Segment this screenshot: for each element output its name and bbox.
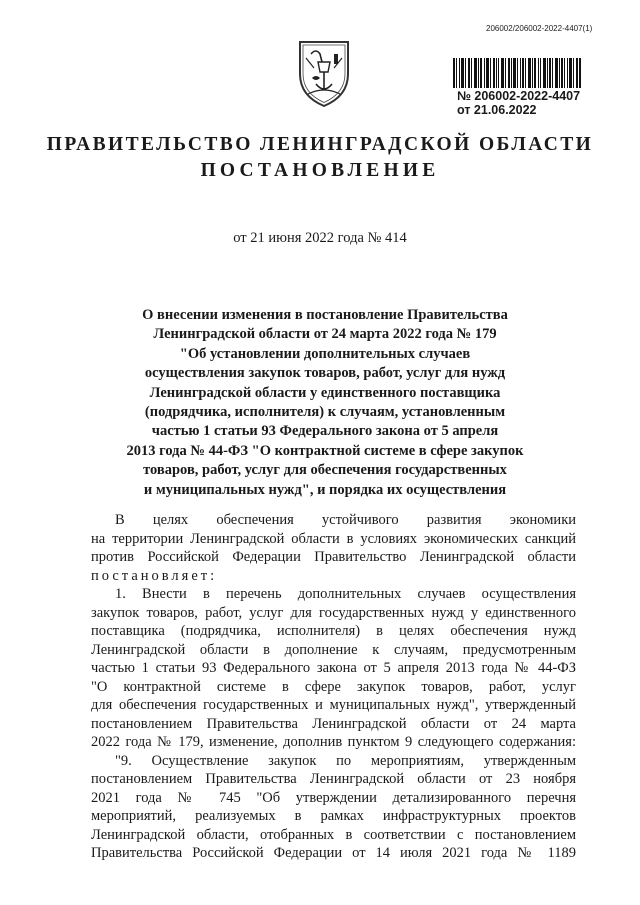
body-line: мероприятий, реализуемых в рамках инфраструктурных проектов bbox=[91, 808, 576, 824]
body-line: постановлением Правительства Ленинградской области от 23 ноября bbox=[91, 771, 576, 787]
government-title: ПРАВИТЕЛЬСТВО ЛЕНИНГРАДСКОЙ ОБЛАСТИ bbox=[46, 134, 594, 155]
registration-date: от 21.06.2022 bbox=[457, 103, 537, 117]
coat-of-arms-icon bbox=[294, 34, 354, 110]
body-line: Правительства Российской Федерации от 14 июля 2021 года № 1189 bbox=[91, 845, 576, 861]
subject-line: (подрядчика, исполнителя) к случаям, установленным bbox=[144, 404, 506, 421]
body-line: против Российской Федерации Правительство Ленинградской области bbox=[91, 549, 576, 565]
body-line: на территории Ленинградской области в условиях экономических санкций bbox=[91, 530, 576, 547]
body-line: "О контрактной системе в сфере закупок товаров, работ, услуг bbox=[91, 678, 576, 695]
body-line: В целях обеспечения устойчивого развития экономики bbox=[115, 512, 576, 528]
body-line: поставщика (подрядчика, исполнителя) в целях обеспечения нужд bbox=[91, 623, 576, 639]
body-line: "9. Осуществление закупок по мероприятиям, утвержденным bbox=[115, 752, 576, 769]
body-line: 2021 года № 745 "Об утверждении детализированного перечня bbox=[91, 789, 576, 806]
subject-line: Ленинградской области от 24 марта 2022 года № 179 bbox=[153, 326, 497, 343]
body-line: 1. Внести в перечень дополнительных случаев осуществления bbox=[115, 586, 576, 602]
subject-line: и муниципальных нужд", и порядка их осуществления bbox=[143, 481, 507, 498]
document-type-title: ПОСТАНОВЛЕНИЕ bbox=[200, 160, 440, 181]
subject-line: 2013 года № 44-ФЗ "О контрактной системе в сфере закупок bbox=[126, 442, 524, 459]
body-line: частью 1 статьи 93 Федерального закона от 5 апреля 2013 года № 44-ФЗ bbox=[91, 660, 576, 676]
body-line: закупок товаров, работ, услуг для государственных нужд у единственного bbox=[91, 604, 576, 621]
subject-line: частью 1 статьи 93 Федерального закона от 5 апреля bbox=[151, 423, 499, 440]
document-body bbox=[91, 511, 576, 863]
document-reference: 206002/206002-2022-4407(1) bbox=[486, 24, 593, 33]
body-line: постановлением Правительства Ленинградской области от 24 марта bbox=[91, 715, 576, 732]
subject-line: Ленинградской области у единственного поставщика bbox=[149, 384, 501, 401]
document-date-number: от 21 июня 2022 года № 414 bbox=[233, 230, 407, 246]
subject-line: осуществления закупок товаров, работ, услуг для нужд bbox=[144, 365, 506, 382]
subject-line: товаров, работ, услуг для обеспечения государственных bbox=[143, 462, 507, 479]
subject-line: "Об установлении дополнительных случаев bbox=[179, 345, 471, 362]
barcode-icon bbox=[452, 58, 582, 88]
body-line: 2022 года № 179, изменение, дополнив пунктом 9 следующего содержания: bbox=[91, 734, 576, 750]
document-subject bbox=[112, 306, 538, 500]
body-line: постановляет: bbox=[91, 567, 218, 584]
body-line: для обеспечения государственных и муниципальных нужд", утвержденный bbox=[91, 697, 576, 713]
body-line: Ленинградской области, отобранных в соответствии с постановлением bbox=[91, 826, 576, 843]
subject-line: О внесении изменения в постановление Правительства bbox=[142, 307, 508, 323]
registration-number: № 206002-2022-4407 bbox=[457, 89, 581, 103]
body-line: Ленинградской области в дополнение к случаям, предусмотренным bbox=[91, 641, 576, 658]
